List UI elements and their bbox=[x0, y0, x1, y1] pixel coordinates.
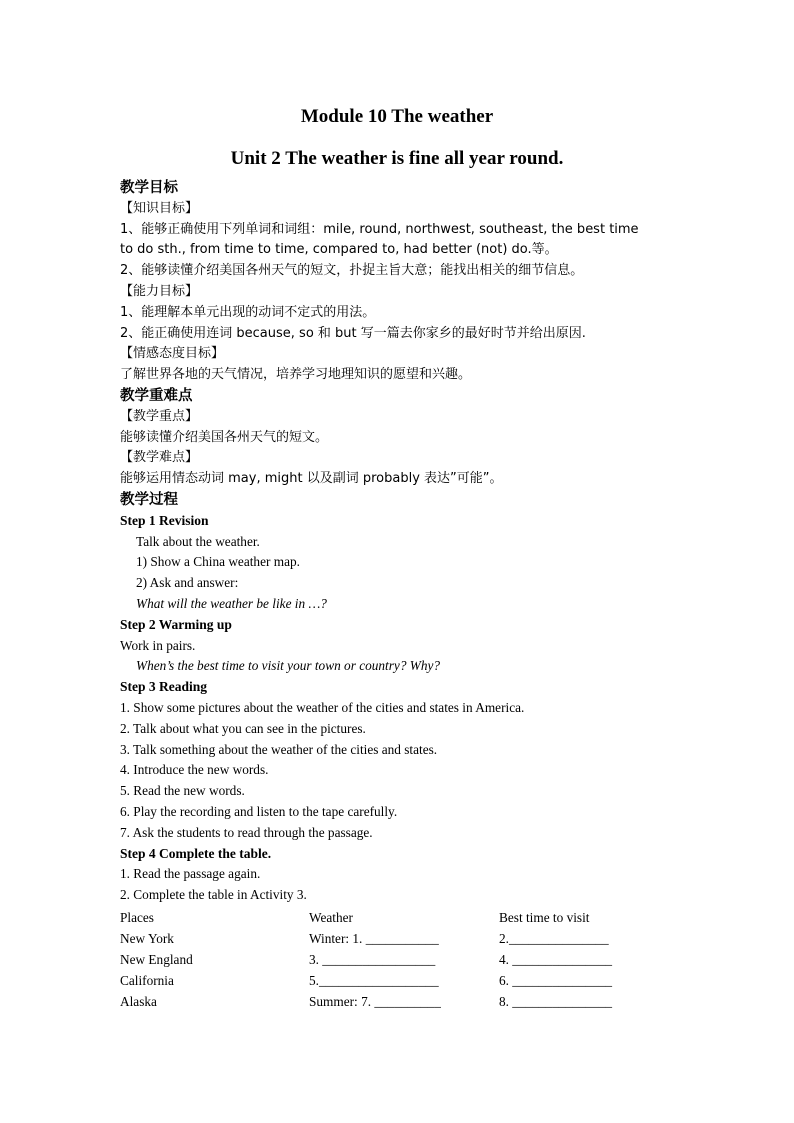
knowledge-item-2: 2、能够读懂介绍美国各州天气的短文，扑捉主旨大意；能找出相关的细节信息。 bbox=[120, 263, 584, 279]
weather-blank: Winter: 1. ___________ bbox=[309, 931, 439, 946]
ability-item-2: 2、能正确使用连词 because, so 和 but 写一篇去你家乡的最好时节并给出原因. bbox=[120, 325, 586, 341]
header-best-time: Best time to visit bbox=[499, 910, 590, 925]
step-2-line-1: Work in pairs. bbox=[120, 637, 196, 653]
step-4-heading: Step 4 Complete the table. bbox=[120, 845, 272, 861]
subheading-difficult: 【教学难点】 bbox=[120, 450, 199, 466]
step-3-heading: Step 3 Reading bbox=[120, 679, 208, 695]
place-cell: Alaska bbox=[120, 994, 157, 1009]
weather-blank: 5.__________________ bbox=[309, 973, 439, 988]
step-3-item-4: 4. Introduce the new words. bbox=[120, 762, 269, 778]
subheading-knowledge: 【知识目标】 bbox=[120, 200, 199, 216]
step-1-line-3: 2) Ask and answer: bbox=[136, 575, 239, 591]
section-heading-objectives: 教学目标 bbox=[120, 180, 178, 196]
place-cell: New England bbox=[120, 952, 193, 967]
unit-title: Unit 2 The weather is fine all year round. bbox=[230, 148, 564, 169]
attitude-item: 了解世界各地的天气情况，培养学习地理知识的愿望和兴趣。 bbox=[120, 367, 472, 383]
step-2-heading: Step 2 Warming up bbox=[120, 616, 232, 632]
knowledge-item-1: 1、能够正确使用下列单词和词组：mile, round, northwest, southeast, the best time bbox=[120, 221, 639, 237]
step-3-item-2: 2. Talk about what you can see in the pictures. bbox=[120, 720, 366, 736]
step-1-heading: Step 1 Revision bbox=[120, 512, 209, 528]
subheading-key: 【教学重点】 bbox=[120, 408, 199, 424]
best-time-blank: 2._______________ bbox=[499, 931, 609, 946]
step-3-item-6: 6. Play the recording and listen to the tape carefully. bbox=[120, 803, 398, 819]
step-2-question: When’s the best time to visit your town or country? Why? bbox=[136, 658, 441, 674]
header-places: Places bbox=[120, 910, 154, 925]
subheading-ability: 【能力目标】 bbox=[120, 283, 199, 299]
best-time-blank: 4. _______________ bbox=[499, 952, 613, 967]
step-4-item-2: 2. Complete the table in Activity 3. bbox=[120, 887, 307, 903]
step-3-item-1: 1. Show some pictures about the weather of the cities and states in America. bbox=[120, 699, 525, 715]
difficult-item: 能够运用情态动词 may, might 以及副词 probably 表达”可能”。 bbox=[120, 471, 503, 487]
header-weather: Weather bbox=[309, 910, 353, 925]
section-heading-process: 教学过程 bbox=[120, 491, 178, 508]
weather-blank: Summer: 7. __________ bbox=[309, 994, 441, 1009]
step-1-line-2: 1) Show a China weather map. bbox=[136, 554, 300, 570]
step-3-item-7: 7. Ask the students to read through the passage. bbox=[120, 824, 373, 840]
place-cell: California bbox=[120, 973, 174, 988]
knowledge-item-1-cont: to do sth., from time to time, compared to, had better (not) do.等。 bbox=[120, 242, 558, 258]
best-time-blank: 6. _______________ bbox=[499, 973, 613, 988]
step-3-item-5: 5. Read the new words. bbox=[120, 783, 245, 799]
ability-item-1: 1、能理解本单元出现的动词不定式的用法。 bbox=[120, 304, 376, 320]
best-time-blank: 8. _______________ bbox=[499, 994, 613, 1009]
step-3-item-3: 3. Talk something about the weather of the cities and states. bbox=[120, 741, 438, 757]
subheading-attitude: 【情感态度目标】 bbox=[120, 346, 225, 362]
lesson-body bbox=[120, 178, 690, 906]
place-cell: New York bbox=[120, 931, 174, 946]
module-title: Module 10 The weather bbox=[300, 106, 494, 127]
key-item: 能够读懂介绍美国各州天气的短文。 bbox=[120, 429, 329, 445]
step-1-question: What will the weather be like in …? bbox=[136, 595, 327, 611]
weather-blank: 3. _________________ bbox=[309, 952, 436, 967]
step-1-line-1: Talk about the weather. bbox=[136, 533, 260, 549]
step-4-item-1: 1. Read the passage again. bbox=[120, 866, 261, 882]
section-heading-key-points: 教学重难点 bbox=[120, 387, 193, 404]
